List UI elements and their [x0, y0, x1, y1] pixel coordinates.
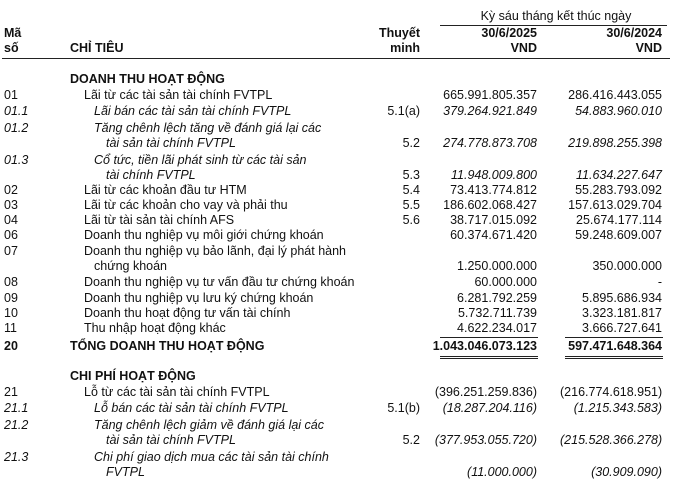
row-code: 01.1 — [4, 104, 29, 118]
row-code: 08 — [4, 275, 18, 289]
total-rule-2024-second — [565, 358, 663, 359]
row-label: Doanh thu nghiệp vụ môi giới chứng khoán — [84, 228, 324, 242]
row-note: 5.6 — [402, 213, 420, 227]
row-label: TỔNG DOANH THU HOẠT ĐỘNG — [70, 339, 265, 353]
total-rule-2024 — [565, 356, 663, 357]
row-label: Doanh thu nghiệp vụ lưu ký chứng khoán — [84, 291, 314, 305]
row-value-2025: (396.251.259.836) — [434, 385, 537, 399]
row-note: 5.1(b) — [387, 401, 420, 415]
row-value-2024: 286.416.443.055 — [568, 88, 662, 102]
row-label: Lãi bán các tài sản tài chính FVTPL — [94, 104, 292, 118]
row-label-cont: FVTPL — [106, 465, 145, 479]
row-value-2024: 597.471.648.364 — [568, 339, 662, 353]
row-code: 21.3 — [4, 450, 29, 464]
row-label: Doanh thu nghiệp vụ tư vấn đầu tư chứng khoán — [84, 275, 355, 289]
row-value-2024: 11.634.227.647 — [576, 168, 662, 182]
code-header-line2: số — [4, 41, 19, 55]
row-label: Lãi từ các khoản đầu tư HTM — [84, 183, 247, 197]
row-code: 02 — [4, 183, 18, 197]
row-value-2025: (377.953.055.720) — [434, 433, 537, 447]
section-title-revenue: DOANH THU HOẠT ĐỘNG — [70, 72, 225, 86]
row-code: 06 — [4, 228, 18, 242]
row-code: 01 — [4, 88, 18, 102]
row-code: 03 — [4, 198, 18, 212]
row-value-2025: 4.622.234.017 — [457, 321, 537, 335]
row-label: Lỗ từ các tài sản tài chính FVTPL — [84, 385, 270, 399]
row-code: 21.1 — [4, 401, 29, 415]
row-value-2025: (18.287.204.116) — [442, 401, 537, 415]
row-value-2024: (215.528.366.278) — [560, 433, 663, 447]
row-value-2024: 3.323.181.817 — [582, 306, 662, 320]
row-value-2025: 1.043.046.073.123 — [432, 339, 537, 353]
col1-date-header: 30/6/2025 — [481, 26, 537, 40]
row-value-2024: (1.215.343.583) — [573, 401, 662, 415]
row-label: Chi phí giao dịch mua các tài sản tài chính — [94, 450, 329, 464]
header-rule — [2, 58, 670, 59]
total-rule-2025-second — [440, 358, 538, 359]
row-code: 10 — [4, 306, 18, 320]
row-value-2025: 379.264.921.849 — [443, 104, 537, 118]
row-value-2025: 5.732.711.739 — [457, 306, 537, 320]
row-value-2024: 59.248.609.007 — [575, 228, 662, 242]
row-code: 01.2 — [4, 121, 29, 135]
note-header-line2: minh — [390, 41, 420, 55]
row-value-2025: 11.948.009.800 — [451, 168, 537, 182]
row-value-2025: 186.602.068.427 — [443, 198, 537, 212]
item-header: CHỈ TIÊU — [70, 41, 124, 55]
row-label: Doanh thu hoạt động tư vấn tài chính — [84, 306, 291, 320]
row-value-2025: 38.717.015.092 — [450, 213, 537, 227]
row-label: Lãi từ các tài sản tài chính FVTPL — [84, 88, 273, 102]
row-code: 09 — [4, 291, 18, 305]
row-note: 5.2 — [402, 136, 420, 150]
row-value-2024: 3.666.727.641 — [582, 321, 662, 335]
row-label-cont: tài sản tài chính FVTPL — [106, 433, 236, 447]
row-label: Cổ tức, tiền lãi phát sinh từ các tài sản — [94, 153, 307, 167]
row-label: Lỗ bán các tài sản tài chính FVTPL — [94, 401, 289, 415]
row-label: Thu nhập hoạt động khác — [84, 321, 226, 335]
row-code: 07 — [4, 244, 18, 258]
row-note: 5.3 — [402, 168, 420, 182]
row-value-2025: 60.000.000 — [474, 275, 537, 289]
row-label-cont: tài sản tài chính FVTPL — [106, 136, 236, 150]
row-code: 04 — [4, 213, 18, 227]
row-note: 5.1(a) — [387, 104, 420, 118]
row-label: Lãi từ các khoản cho vay và phải thu — [84, 198, 288, 212]
row-note: 5.5 — [402, 198, 420, 212]
row-value-2025: 6.281.792.259 — [457, 291, 537, 305]
col2-date-header: 30/6/2024 — [606, 26, 662, 40]
row-value-2025: 665.991.805.357 — [443, 88, 537, 102]
row-code: 21 — [4, 385, 18, 399]
row-value-2024: 219.898.255.398 — [568, 136, 662, 150]
row-value-2025: 274.778.873.708 — [443, 136, 537, 150]
row-value-2024: 157.613.029.704 — [568, 198, 662, 212]
col2-unit-header: VND — [635, 41, 662, 55]
row-note: 5.2 — [402, 433, 420, 447]
row-label: Doanh thu nghiệp vụ bảo lãnh, đại lý phát hành — [84, 244, 347, 258]
code-header-line1: Mã — [4, 26, 22, 40]
row-value-2024: 55.283.793.092 — [575, 183, 662, 197]
section-title-expenses: CHI PHÍ HOẠT ĐỘNG — [70, 369, 196, 383]
row-label: Tăng chênh lệch giảm về đánh giá lại các — [94, 418, 325, 432]
period-header: Kỳ sáu tháng kết thúc ngày — [480, 9, 632, 23]
col1-unit-header: VND — [510, 41, 537, 55]
row-value-2024: 350.000.000 — [592, 259, 662, 273]
row-value-2024: 54.883.960.010 — [575, 104, 662, 118]
row-value-2024: 25.674.177.114 — [576, 213, 662, 227]
row-value-2024: (30.909.090) — [591, 465, 662, 479]
row-note: 5.4 — [402, 183, 420, 197]
row-value-2024: 5.895.686.934 — [582, 291, 662, 305]
row-code: 11 — [4, 321, 17, 335]
row-label: Lãi từ tài sản tài chính AFS — [84, 213, 235, 227]
note-header-line1: Thuyết — [379, 26, 420, 40]
total-rule-2025 — [440, 356, 538, 357]
subtotal-rule-2025 — [440, 337, 538, 338]
row-value-2024: - — [657, 275, 662, 289]
row-label-cont: chứng khoán — [94, 259, 168, 273]
row-code: 01.3 — [4, 153, 29, 167]
row-value-2025: 73.413.774.812 — [450, 183, 537, 197]
row-label-cont: tài chính FVTPL — [106, 168, 196, 182]
row-value-2024: (216.774.618.951) — [560, 385, 663, 399]
row-code: 20 — [4, 339, 18, 353]
row-code: 21.2 — [4, 418, 29, 432]
row-label: Tăng chênh lệch tăng về đánh giá lại các — [94, 121, 322, 135]
row-value-2025: 1.250.000.000 — [457, 259, 537, 273]
row-value-2025: 60.374.671.420 — [450, 228, 537, 242]
subtotal-rule-2024 — [565, 337, 663, 338]
row-value-2025: (11.000.000) — [467, 465, 537, 479]
